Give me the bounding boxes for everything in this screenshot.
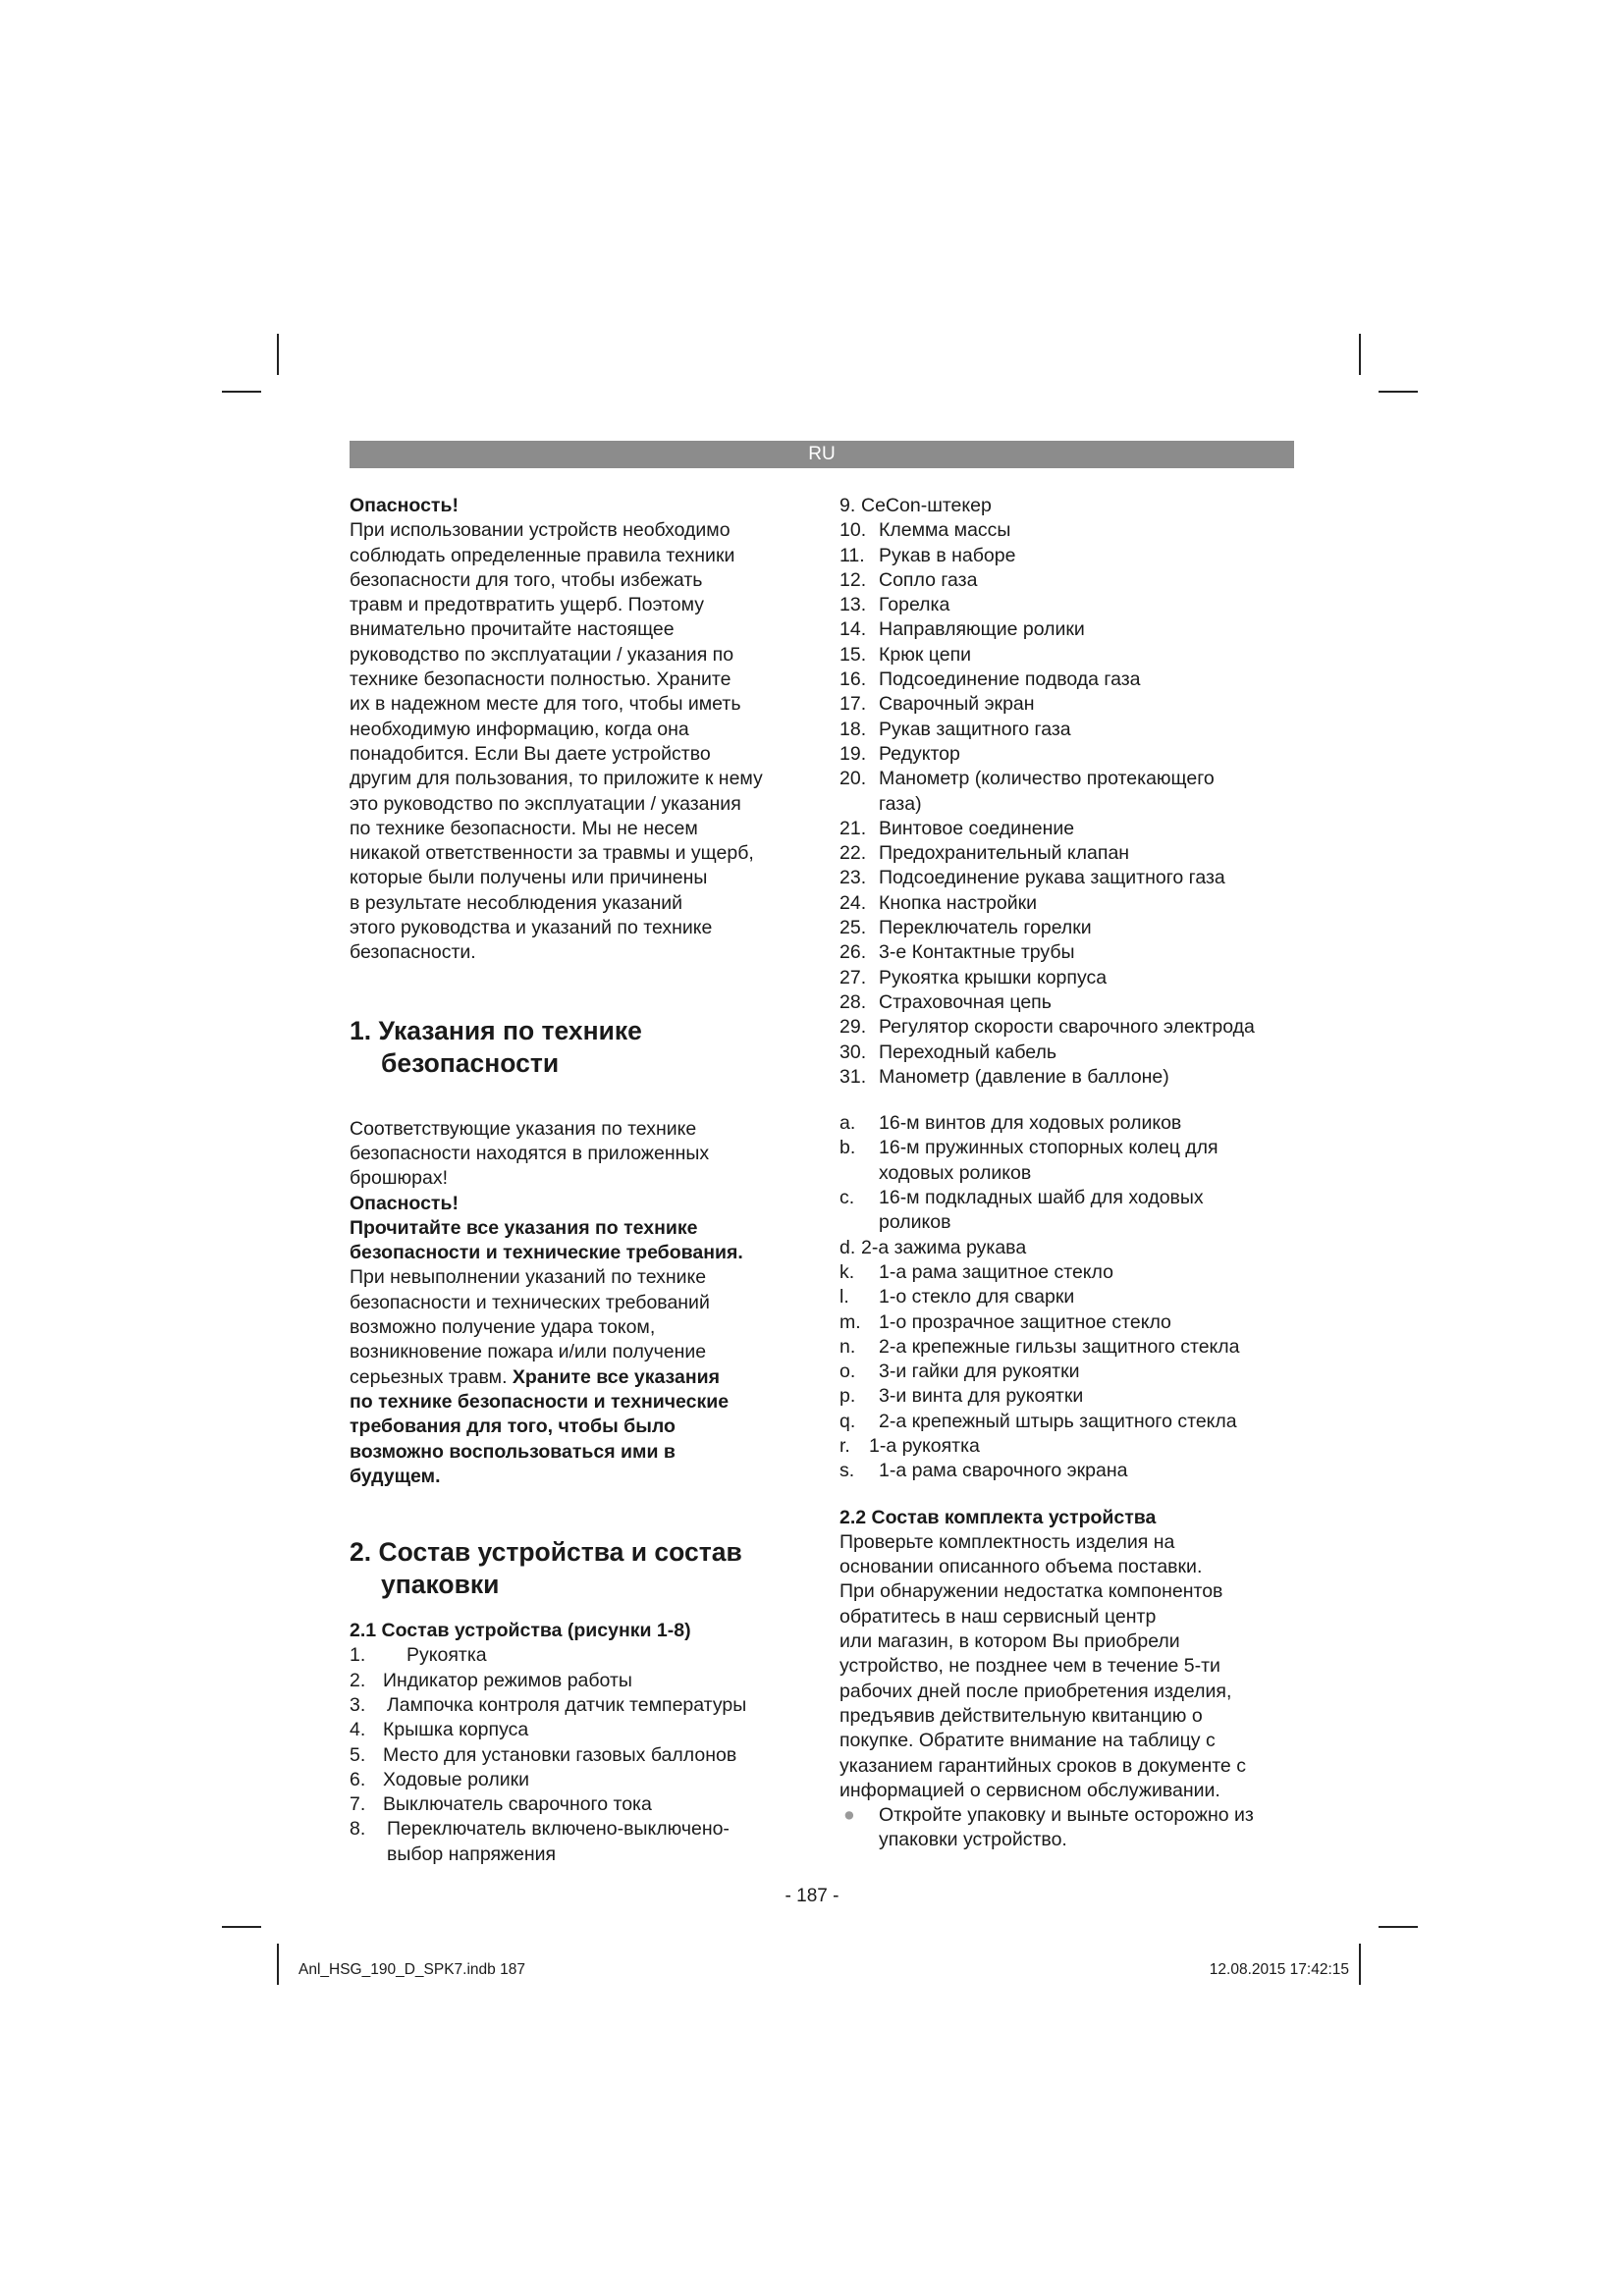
item-number: 13. — [839, 594, 867, 616]
list-item — [839, 1310, 1299, 1335]
text-line: другим для пользования, то приложите к нему — [350, 768, 763, 790]
list-item — [839, 1360, 1299, 1384]
language-header-bar — [350, 441, 1294, 468]
crop-mark — [1359, 334, 1361, 375]
text-line: по технике безопасности и технические — [350, 1390, 730, 1413]
text-line: соблюдать определенные правила техники — [350, 544, 735, 566]
item-letter: o. — [839, 1361, 856, 1383]
item-text: Лампочка контроля датчик температуры — [387, 1693, 747, 1716]
text-line: устройство, не позднее чем в течение 5-ти — [839, 1655, 1220, 1678]
item-text: Сопло газа — [879, 568, 978, 591]
text-line: этого руководства и указаний по технике — [350, 917, 713, 939]
list-item — [839, 767, 1299, 817]
item-text: Страховочная цепь — [879, 990, 1052, 1013]
item-number: 20. — [839, 768, 867, 790]
list-item — [839, 1434, 1299, 1459]
item-text: 3-и гайки для рукоятки — [879, 1361, 1080, 1383]
item-text: 1-а рукоятка — [869, 1434, 980, 1457]
item-text: Предохранительный клапан — [879, 842, 1130, 865]
text-line: Проверьте комплектность изделия на — [839, 1530, 1175, 1553]
item-number: 27. — [839, 966, 867, 988]
item-text: 16-м пружинных стопорных колец для — [879, 1137, 1218, 1159]
text-line: это руководство по эксплуатации / указания — [350, 792, 741, 815]
item-text: 3-е Контактные трубы — [879, 941, 1075, 964]
item-text: Направляющие ролики — [879, 618, 1085, 641]
list-item — [350, 1718, 801, 1742]
item-text: 2-а крепежные гильзы защитного стекла — [879, 1335, 1240, 1358]
list-item — [839, 593, 1299, 617]
text-line: их в надежном месте для того, чтобы иметь — [350, 693, 741, 716]
text-line: рабочих дней после приобретения изделия, — [839, 1680, 1232, 1702]
item-number: 9. — [839, 495, 856, 516]
item-number: 21. — [839, 817, 867, 839]
list-item — [839, 1065, 1299, 1090]
item-text-continued: ходовых роликов — [879, 1161, 1032, 1184]
item-number: 10. — [839, 519, 867, 542]
text-line: будущем. — [350, 1465, 441, 1487]
list-item — [839, 966, 1299, 990]
list-item — [839, 1260, 1299, 1285]
item-text-continued: выбор напряжения — [387, 1842, 557, 1865]
item-text: Регулятор скорости сварочного электрода — [879, 1016, 1255, 1039]
text-line: руководство по эксплуатации / указания по — [350, 643, 734, 666]
item-text: Редуктор — [879, 742, 960, 765]
footer-file-name: Anl_HSG_190_D_SPK7.indb 187 — [298, 1961, 525, 1978]
text-line: брошюрах! — [350, 1167, 448, 1190]
item-text: Рукав в наборе — [879, 544, 1016, 566]
item-number: 4. — [350, 1719, 366, 1741]
list-item — [839, 1410, 1299, 1434]
list-item — [839, 1136, 1299, 1186]
item-text: Рукоятка крышки корпуса — [879, 966, 1108, 988]
text-line: травм и предотвратить ущерб. Поэтому — [350, 594, 704, 616]
crop-mark — [1379, 1926, 1418, 1928]
item-text: Рукоятка — [406, 1644, 487, 1667]
item-text: Ходовые ролики — [383, 1768, 530, 1790]
item-text: 16-м винтов для ходовых роликов — [879, 1112, 1182, 1135]
text-line — [350, 1365, 801, 1390]
item-number: 22. — [839, 842, 867, 865]
item-number: 28. — [839, 990, 867, 1013]
item-text: 1-о стекло для сварки — [879, 1286, 1075, 1308]
item-number: 23. — [839, 867, 867, 889]
text-line: требования для того, чтобы было — [350, 1415, 676, 1438]
item-number: 12. — [839, 568, 867, 591]
list-item — [839, 667, 1299, 692]
item-text: 2-а крепежный штырь защитного стекла — [879, 1410, 1237, 1432]
item-number: 25. — [839, 917, 867, 939]
text-line: безопасности. — [350, 941, 476, 964]
item-text: Рукав защитного газа — [879, 718, 1071, 740]
text-line: понадобится. Если Вы даете устройство — [350, 742, 711, 765]
section-1-heading: 1. Указания по технике безопасности — [350, 1015, 642, 1078]
item-text: Индикатор режимов работы — [383, 1669, 632, 1691]
list-item — [839, 940, 1299, 965]
item-text: Горелка — [879, 594, 950, 616]
list-item — [839, 1041, 1299, 1065]
text-line: Соответствующие указания по технике — [350, 1117, 697, 1140]
list-item — [839, 866, 1299, 890]
item-text: Переходный кабель — [879, 1041, 1057, 1063]
list-item — [839, 1111, 1299, 1136]
text-line: возможно воспользоваться ими в — [350, 1440, 676, 1463]
text-line: безопасности и технических требований — [350, 1291, 710, 1313]
item-text: Манометр (количество протекающего — [879, 768, 1215, 790]
text-line: основании описанного объема поставки. — [839, 1556, 1203, 1578]
accessories-list — [839, 1111, 1299, 1483]
text-line: технике безопасности полностью. Храните — [350, 668, 731, 691]
list-item — [350, 1792, 801, 1817]
list-item — [839, 643, 1299, 667]
parts-list-continued — [839, 494, 1299, 1090]
text-line: обратитесь в наш сервисный центр — [839, 1605, 1157, 1628]
section-2-heading: 2. Состав устройства и состав упаковки — [350, 1537, 742, 1600]
item-number: 17. — [839, 693, 867, 716]
item-number: 8. — [350, 1818, 366, 1841]
text-line: или магазин, в котором Вы приобрели — [839, 1630, 1180, 1653]
item-letter: a. — [839, 1112, 856, 1135]
list-item — [839, 494, 1299, 518]
list-item — [839, 1236, 1299, 1260]
left-column — [350, 494, 801, 1867]
list-item — [839, 544, 1299, 568]
item-text: Крышка корпуса — [383, 1719, 529, 1741]
item-number: 15. — [839, 643, 867, 666]
item-number: 31. — [839, 1065, 867, 1088]
text-line: безопасности и технические требования. — [350, 1242, 743, 1264]
item-text: Винтовое соединение — [879, 817, 1075, 839]
text-line: информацией о сервисном обслуживании. — [839, 1779, 1220, 1801]
list-item — [350, 1768, 801, 1792]
item-text: 1-а рама защитное стекло — [879, 1260, 1113, 1283]
item-text: Подсоединение рукава защитного газа — [879, 867, 1225, 889]
crop-mark — [222, 1926, 261, 1928]
section-2-1-heading: 2.1 Состав устройства (рисунки 1-8) — [350, 1620, 691, 1642]
bullet-text-continued: упаковки устройство. — [879, 1829, 1067, 1851]
item-number: 1. — [350, 1644, 366, 1667]
item-text: Сварочный экран — [879, 693, 1035, 716]
section-2-2-heading: 2.2 Состав комплекта устройства — [839, 1506, 1157, 1528]
item-number: 11. — [839, 544, 865, 566]
text-line: При использовании устройств необходимо — [350, 519, 731, 542]
item-text: Клемма массы — [879, 519, 1011, 542]
text-line: предъявив действительную квитанцию о — [839, 1704, 1203, 1727]
crop-mark — [222, 391, 261, 393]
item-letter: p. — [839, 1385, 856, 1408]
item-letter: c. — [839, 1187, 855, 1209]
list-item — [839, 1186, 1299, 1236]
item-number: 16. — [839, 668, 867, 691]
text-line: которые были получены или причинены — [350, 867, 708, 889]
crop-mark — [1359, 1944, 1361, 1985]
list-item — [839, 1335, 1299, 1360]
text-line: При обнаружении недостатка компонентов — [839, 1580, 1223, 1603]
intro-paragraph — [350, 518, 801, 965]
text-line: безопасности для того, чтобы избежать — [350, 568, 703, 591]
item-number: 18. — [839, 718, 867, 740]
list-item — [839, 718, 1299, 742]
item-text: Крюк цепи — [879, 643, 972, 666]
item-number: 6. — [350, 1768, 366, 1790]
item-number: 5. — [350, 1743, 366, 1766]
crop-mark — [277, 1944, 279, 1985]
item-text: 1-о прозрачное защитное стекло — [879, 1310, 1171, 1333]
item-text: CeCon-штекер — [861, 495, 992, 516]
crop-mark — [1379, 391, 1418, 393]
page-number: - 187 - — [785, 1886, 839, 1906]
list-item — [350, 1643, 801, 1668]
bullet-item — [839, 1803, 1299, 1853]
text-line: указанием гарантийных сроков в документе с — [839, 1754, 1246, 1777]
item-text: Подсоединение подвода газа — [879, 668, 1141, 691]
item-number: 2. — [350, 1669, 366, 1691]
item-text: Выключатель сварочного тока — [383, 1793, 652, 1816]
item-letter: d. — [839, 1236, 856, 1258]
item-text-continued: роликов — [879, 1211, 951, 1234]
text-line: Прочитайте все указания по технике — [350, 1216, 698, 1239]
text-span: Храните все указания — [512, 1365, 720, 1388]
danger-title: Опасность! — [350, 495, 459, 516]
list-item — [350, 1669, 801, 1693]
item-number: 19. — [839, 742, 867, 765]
item-text: 3-и винта для рукоятки — [879, 1385, 1084, 1408]
item-letter: n. — [839, 1335, 856, 1358]
item-number: 3. — [350, 1693, 366, 1716]
list-item — [350, 1693, 801, 1718]
list-item — [839, 1285, 1299, 1309]
language-label: RU — [808, 444, 836, 464]
bullet-text: Откройте упаковку и выньте осторожно из — [879, 1804, 1254, 1827]
text-line: никакой ответственности за травмы и ущерб, — [350, 842, 754, 865]
right-column — [839, 494, 1299, 1853]
item-letter: l. — [839, 1286, 849, 1308]
bullet-icon: ● — [843, 1804, 855, 1827]
item-text: Переключатель включено-выключено- — [387, 1818, 730, 1841]
list-item — [839, 1459, 1299, 1483]
item-letter: m. — [839, 1310, 861, 1333]
item-letter: k. — [839, 1260, 855, 1283]
item-number: 7. — [350, 1793, 366, 1816]
text-line: При невыполнении указаний по технике — [350, 1266, 707, 1289]
parts-list — [350, 1643, 801, 1867]
danger-title: Опасность! — [350, 1192, 459, 1214]
text-line: безопасности находятся в приложенных — [350, 1142, 710, 1164]
list-item — [839, 518, 1299, 543]
footer-timestamp: 12.08.2015 17:42:15 — [1209, 1961, 1349, 1978]
section-2-2-text — [839, 1530, 1299, 1803]
item-text: 2-а зажима рукава — [861, 1236, 1027, 1258]
text-span: серьезных травм. — [350, 1365, 513, 1388]
item-text-continued: газа) — [879, 792, 922, 815]
item-text: Манометр (давление в баллоне) — [879, 1065, 1169, 1088]
list-item — [839, 617, 1299, 642]
text-line: по технике безопасности. Мы не несем — [350, 817, 698, 839]
item-number: 30. — [839, 1041, 867, 1063]
text-line: необходимую информацию, когда она — [350, 718, 689, 740]
item-text: Кнопка настройки — [879, 891, 1038, 914]
item-letter: r. — [839, 1434, 850, 1457]
text-line: в результате несоблюдения указаний — [350, 891, 683, 914]
item-text: Переключатель горелки — [879, 917, 1092, 939]
section-1-text — [350, 1117, 801, 1489]
list-item — [839, 841, 1299, 866]
list-item — [839, 568, 1299, 593]
list-item — [839, 817, 1299, 841]
text-line: покупке. Обратите внимание на таблицу с — [839, 1730, 1216, 1752]
list-item — [839, 916, 1299, 940]
item-letter: s. — [839, 1460, 855, 1482]
list-item — [839, 990, 1299, 1015]
list-item — [839, 1015, 1299, 1040]
item-number: 29. — [839, 1016, 867, 1039]
text-line: возникновение пожара и/или получение — [350, 1341, 707, 1363]
item-number: 26. — [839, 941, 867, 964]
crop-mark — [277, 334, 279, 375]
list-item — [839, 891, 1299, 916]
item-number: 14. — [839, 618, 867, 641]
text-line: возможно получение удара током, — [350, 1316, 656, 1339]
item-text: Место для установки газовых баллонов — [383, 1743, 737, 1766]
list-item — [839, 742, 1299, 767]
list-item — [350, 1817, 801, 1867]
text-line: внимательно прочитайте настоящее — [350, 618, 675, 641]
item-letter: q. — [839, 1410, 856, 1432]
item-text: 1-а рама сварочного экрана — [879, 1460, 1128, 1482]
list-item — [350, 1743, 801, 1768]
item-text: 16-м подкладных шайб для ходовых — [879, 1187, 1204, 1209]
item-letter: b. — [839, 1137, 856, 1159]
item-number: 24. — [839, 891, 867, 914]
list-item — [839, 1384, 1299, 1409]
list-item — [839, 692, 1299, 717]
